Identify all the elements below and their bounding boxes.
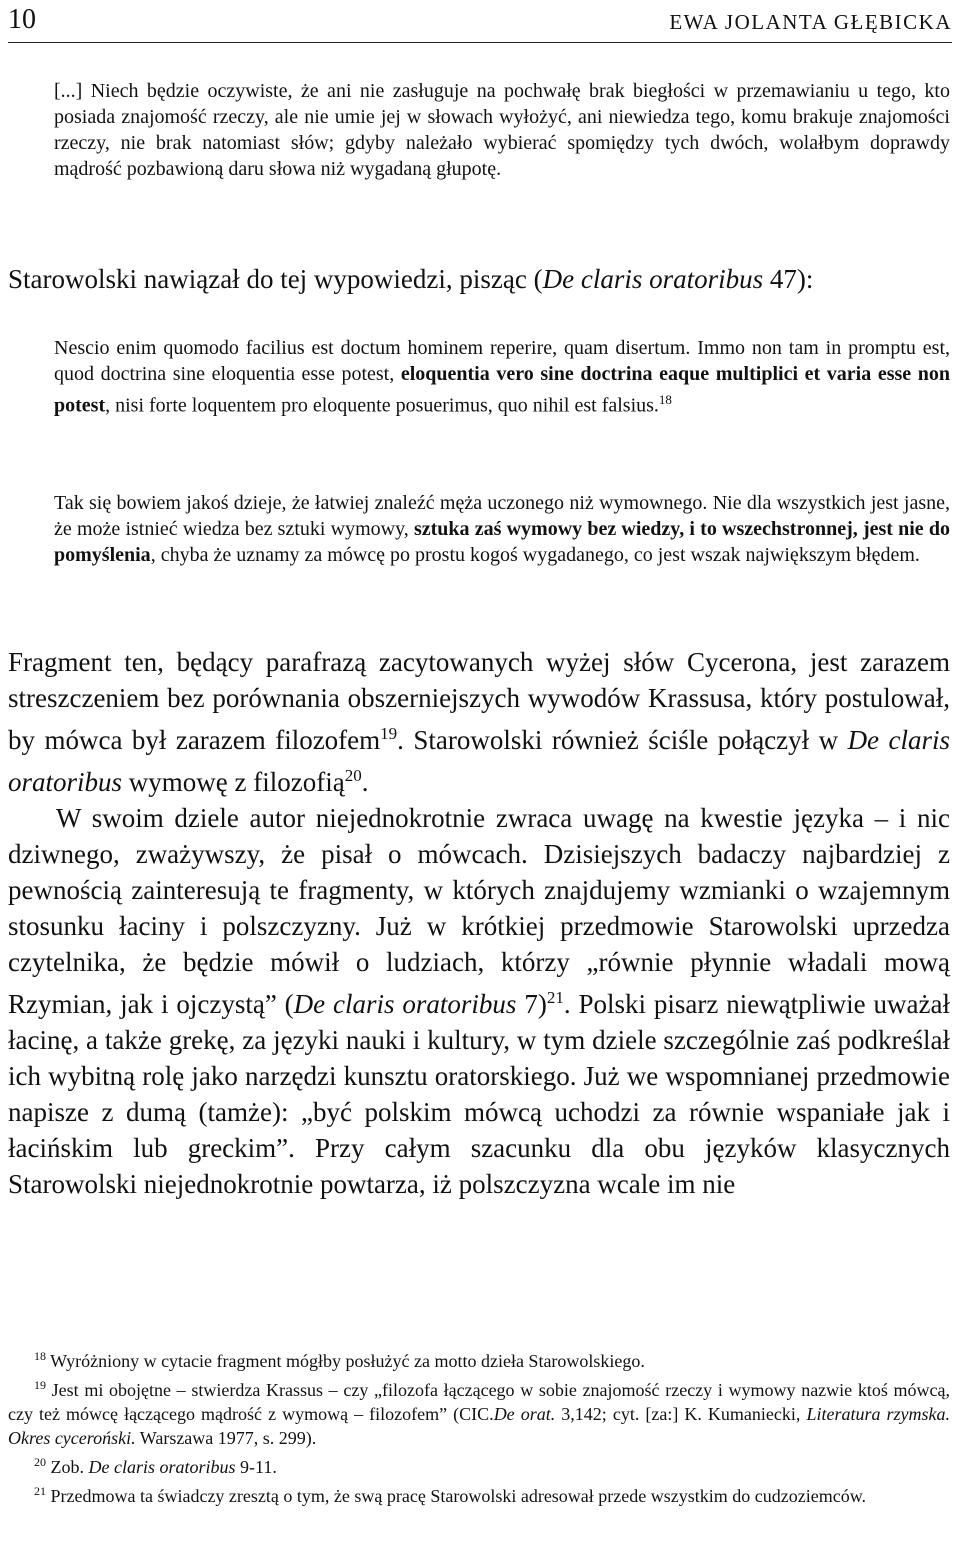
page-number: 10 [8,4,36,35]
quote-latin-text-end: , nisi forte loquentem pro eloquente posuerimus, quo nihil est falsius. [105,394,659,417]
footnote-ref-19[interactable]: 19 [380,724,398,743]
translation-text: Tak się bowiem jakoś dzieje, że łatwiej znaleźć męża uczonego niż wymownego. Nie dla wszystkich jest jasne, że może istnieć wiedza bez sztuki wymowy, [54,492,950,540]
footnote-21: $^{21}$ Przedmowa ta świadczy zresztą o tym, że swą pracę Starowolski adresował przede wszystkim do cudzoziemców. [34,1484,867,1506]
main-text [8,644,950,1202]
work-title: De claris oratoribus [293,989,517,1019]
footnote-18: $^{18}$ Wyróżniony w cytacie fragment mógłby posłużyć za motto dzieła Starowolskiego. [34,1349,645,1371]
footnote-ref-18[interactable]: 18 [658,392,672,407]
translation-text-end: , chyba że uznamy za mówcę po prostu kogoś wygadanego, co jest wszak największym błędem. [150,544,920,566]
lead-text-end: 47): [763,264,814,294]
footnote-19: $^{19}$ Jest mi obojętne – stwierdza Krassus – czy „filozofa łączącego w sobie znajomość rzeczy i wymowy nazwie ktoś mówcą, czy też mówcę łączącego mądrość z wymową – filozofem” (CIC.De orat. 3,142; cyt. [za:] K. Kumaniecki, Literatura rzymska. Okres cyceroński. Warszawa 1977, s. 299). [8,1378,950,1448]
quote-latin-translation [54,490,950,568]
work-title: De claris oratoribus [8,725,951,797]
translation-highlight: sztuka zaś wymowy bez wiedzy, i to wszechstronnej, jest nie do pomyślenia [54,518,951,566]
quote-latin-highlight: eloquentia vero sine doctrina eaque multiplici et varia esse non potest [54,363,951,417]
running-head: EWA JOLANTA GŁĘBICKA [669,10,952,34]
footnote-20: $^{20}$ Zob. De claris oratoribus 9-11. [34,1455,277,1477]
paragraph-2: W swoim dziele autor niejednokrotnie zwraca uwagę na kwestie języka – i nic dziwnego, zważywszy, że pisał o mówcach. Dzisiejszych badaczy najbardziej z pewnością zainteresują te fragmenty, w których znajdujemy wzmianki o wzajemnym stosunku łaciny i polszczyzny. Już w krótkiej przedmowie Starowolski uprzedza czytelnika, że będzie mówił o ludziach, którzy „równie płynnie władali mową Rzymian, jak i ojczystą” (De claris oratoribus 7)$^{21}$. Polski pisarz niewątpliwie uważał łacinę, a także grekę, za języki nauki i kultury, w tym dziele szczególnie zaś podkreślał ich wybitną rolę jako narzędzi kunsztu oratorskiego. Już we wspomnianej przedmowie napisze z dumą (tamże): „być polskim mówcą uchodzi za równie wspaniałe jak i łacińskim lub greckim”. Przy całym szacunku dla obu języków klasycznych Starowolski niejednokrotnie powtarza, iż polszczyzna wcale im nie [8,803,950,1199]
quote-cicero-polish [54,78,950,182]
quote-latin [54,335,950,419]
lead-paragraph [8,261,950,297]
footnote-ref-21[interactable]: 21 [546,988,564,1007]
footnotes [8,1344,950,1508]
paragraph-1: Fragment ten, będący parafrazą zacytowanych wyżej słów Cycerona, jest zarazem streszczeniem bez porównania obszerniejszych wywodów Krassusa, który postulował, by mówca był zarazem filozofem$^{19}$. Starowolski również ściśle połączył w De claris oratoribus wymowę z filozofią$^{20}$. [8,647,951,797]
footnote-ref-20[interactable]: 20 [344,766,362,785]
quote-text: [...] Niech będzie oczywiste, że ani nie zasługuje na pochwałę brak biegłości w przemawianiu u tego, kto posiada znajomość rzeczy, ale nie umie jej w słowach wyłożyć, ani niewiedza tego, komu brakuje znajomości rzeczy, nie brak natomiast słów; gdyby należało wybierać spomiędzy tych dwóch, wolałbym doprawdy mądrość pozbawioną daru słowa niż wygadaną głupotę. [54,80,950,180]
lead-text: Starowolski nawiązał do tej wypowiedzi, pisząc ( [8,264,543,294]
work-title: De claris oratoribus [542,264,764,294]
quote-latin-text: Nescio enim quomodo facilius est doctum hominem reperire, quam disertum. Immo non tam in promptu est, quod doctrina sine eloquentia esse potest, [54,337,950,385]
page-header [8,2,952,43]
